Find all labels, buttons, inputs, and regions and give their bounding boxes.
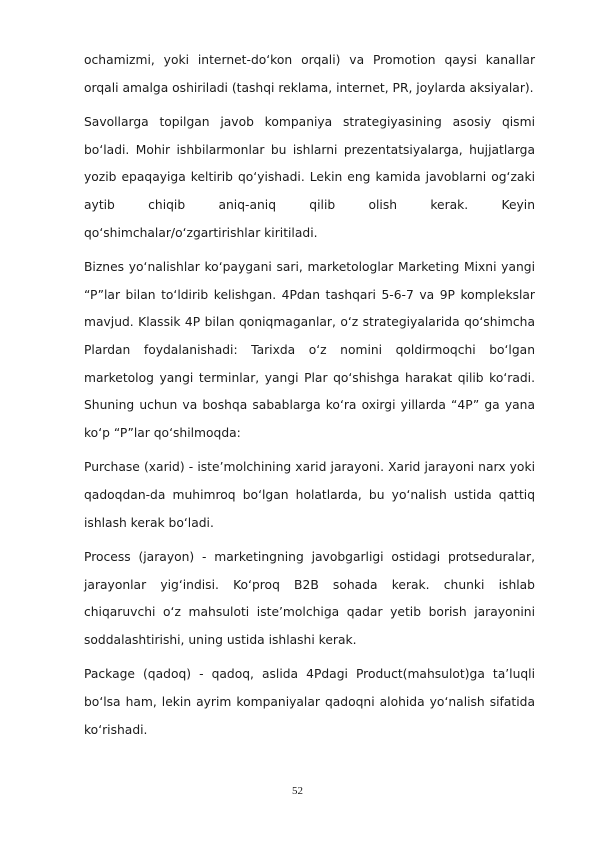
paragraph-1: ochamizmi, yoki internet-do‘kon orqali) va Promotion qaysi kanallar orqali amalga oshiriladi (tashqi reklama, internet, PR, joylarda aksiyalar).	[84, 53, 535, 95]
paragraph-5: Process (jarayon) - marketingning javobgarligi ostidagi protseduralar, jarayonlar yig‘indisi. Ko‘proq B2B sohada kerak. chunki ishlab chiqaruvchi o‘z mahsuloti iste’molchiga qadar yetib borish jarayonini soddalashtirishi, uning ustida ishlashi kerak.	[84, 550, 535, 647]
paragraph-3: Biznes yo‘nalishlar ko‘paygani sari, marketologlar Marketing Mixni yangi “P”lar bilan to‘ldirib kelishgan. 4Pdan tashqari 5-6-7 va 9P komplekslar mavjud. Klassik 4P bilan qoniqmaganlar, o‘z strategiyalarida qo‘shimcha Plardan foydalanishadi: Tarixda o‘z nomini qoldirmoqchi bo‘lgan marketolog yangi terminlar, yangi Plar qo‘shishga harakat qilib ko‘radi. Shuning uchun va boshqa sabablarga ko‘ra oxirgi yillarda “4P” ga yana ko‘p “P”lar qo‘shilmoqda:	[84, 260, 535, 440]
page-number: 52	[292, 785, 303, 797]
body-text	[84, 47, 535, 751]
paragraph-2: Savollarga topilgan javob kompaniya strategiyasining asosiy qismi bo‘ladi. Mohir ishbilarmonlar bu ishlarni prezentatsiyalarga, hujjatlarga yozib epaqayiga keltirib qo‘yishadi. Lekin eng kamida javoblarni og‘zaki aytib chiqib aniq-aniq qilib olish kerak. Keyin qo‘shimchalar/o‘zgartirishlar kiritiladi.	[84, 115, 535, 240]
paragraph-4: Purchase (xarid) - iste’molchining xarid jarayoni. Xarid jarayoni narx yoki qadoqdan-da muhimroq bo‘lgan holatlarda, bu yo‘nalish ustida qattiq ishlash kerak bo‘ladi.	[84, 460, 535, 530]
paragraph-6: Package (qadoq) - qadoq, aslida 4Pdagi Product(mahsulot)ga ta’luqli bo‘lsa ham, lekin ayrim kompaniyalar qadoqni alohida yo‘nalish sifatida ko‘rishadi.	[84, 667, 535, 737]
